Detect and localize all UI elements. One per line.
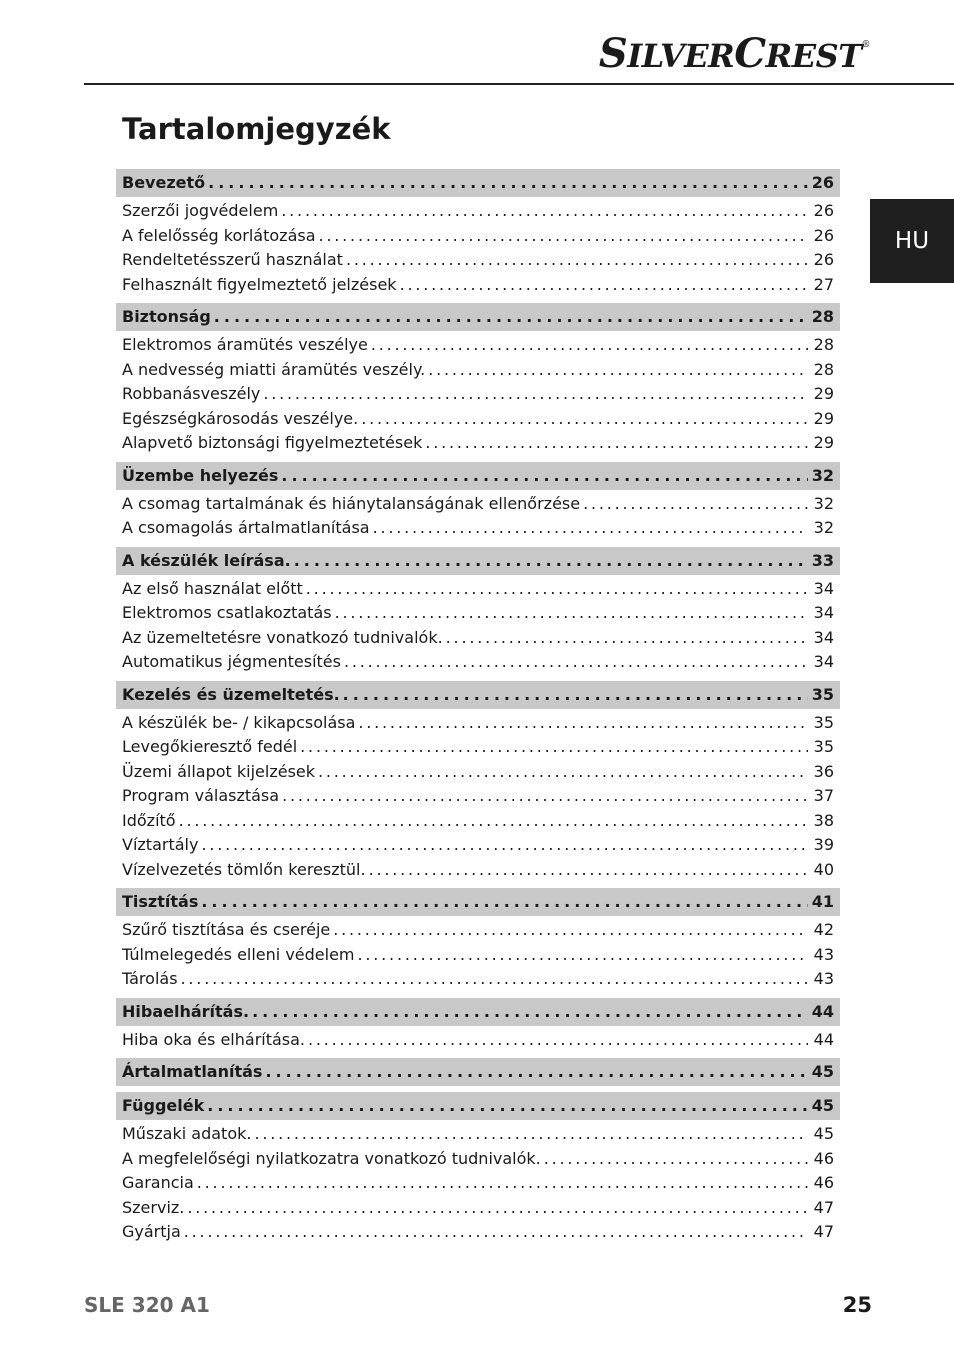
toc-section-heading-page: 28 <box>811 307 834 326</box>
toc-entry-title: Műszaki adatok. <box>122 1124 252 1143</box>
toc-entry[interactable] <box>116 858 840 883</box>
dot-leader <box>358 943 808 968</box>
toc-entry-page: 47 <box>813 1197 834 1217</box>
toc-section-heading-page: 44 <box>811 1001 834 1021</box>
toc-entry-page: 40 <box>813 859 834 879</box>
toc-entry[interactable] <box>116 333 840 358</box>
toc-entry[interactable] <box>116 784 840 809</box>
dot-leader <box>361 407 808 432</box>
toc-entry-title: Üzemi állapot kijelzések <box>122 761 316 781</box>
toc-entry-page: 42 <box>813 920 834 939</box>
dot-leader <box>319 224 808 249</box>
toc-entry-title: Garancia <box>122 1173 194 1192</box>
toc-entry[interactable] <box>116 833 840 858</box>
toc-entry-title: Levegőkieresztő fedél <box>122 737 298 756</box>
dot-leader <box>281 199 808 224</box>
toc-entry[interactable] <box>116 809 840 834</box>
dot-leader <box>181 967 808 992</box>
toc-entry[interactable] <box>116 516 840 541</box>
toc-entry-title: Túlmelegedés elleni védelem <box>122 944 355 964</box>
toc-entry-title: Vízelvezetés tömlőn keresztül. <box>122 859 366 879</box>
toc-entry-title: Gyártja <box>122 1222 181 1241</box>
dot-leader <box>425 431 808 456</box>
toc-entry-title: Felhasznált figyelmeztető jelzések <box>122 274 397 294</box>
dot-leader <box>371 333 808 358</box>
dot-leader <box>358 711 808 736</box>
toc-entry-page: 27 <box>813 274 834 294</box>
dot-leader <box>300 735 808 760</box>
toc-entry-title: A nedvesség miatti áramütés veszély. <box>122 359 426 379</box>
toc-entry-title: Hiba oka és elhárítása. <box>122 1029 306 1049</box>
toc-entry[interactable] <box>116 967 840 992</box>
dot-leader <box>343 681 808 709</box>
toc-entry-title: Az üzemeltetésre vonatkozó tudnivalók. <box>122 627 443 647</box>
brand-logo <box>599 30 870 77</box>
toc-section-heading-page: 32 <box>811 465 834 485</box>
toc-entry-page: 29 <box>813 408 834 428</box>
toc-entry-page: 29 <box>813 384 834 403</box>
dot-leader <box>335 601 808 626</box>
dot-leader <box>344 650 808 675</box>
toc-section <box>116 888 840 992</box>
dot-leader <box>306 577 808 602</box>
toc-section-heading[interactable] <box>116 888 840 916</box>
dot-leader <box>373 516 808 541</box>
toc-section-heading-title: Ártalmatlanítás <box>122 1062 263 1081</box>
toc-section <box>116 1092 840 1245</box>
toc-entry-page: 34 <box>813 578 834 598</box>
toc-entry-page: 35 <box>813 737 834 756</box>
toc-entry[interactable] <box>116 735 840 760</box>
toc-entry-title: A csomagolás ártalmatlanítása <box>122 518 370 537</box>
toc-entry[interactable] <box>116 431 840 456</box>
toc-section-heading-title: Üzembe helyezés <box>122 465 279 485</box>
dot-leader <box>265 1058 807 1086</box>
toc-section-heading-page: 26 <box>811 173 834 192</box>
toc-section-heading[interactable] <box>116 681 840 709</box>
dot-leader <box>346 248 808 273</box>
toc-entry-page: 28 <box>813 359 834 379</box>
footer-page-number: 25 <box>842 1293 872 1317</box>
toc-entry[interactable] <box>116 1122 840 1147</box>
toc-entry[interactable] <box>116 358 840 383</box>
toc-section-heading[interactable] <box>116 1092 840 1120</box>
brand-part-ilver: ILVER <box>627 37 735 75</box>
toc-entry[interactable] <box>116 492 840 517</box>
toc-entry-title: Egészségkárosodás veszélye. <box>122 408 359 428</box>
toc-entry-page: 47 <box>813 1222 834 1241</box>
toc-section-heading[interactable] <box>116 998 840 1026</box>
toc-entry-page: 34 <box>813 627 834 647</box>
dot-leader <box>281 462 807 490</box>
toc-entry-page: 39 <box>813 835 834 854</box>
toc-entry[interactable] <box>116 577 840 602</box>
toc-entry-page: 46 <box>813 1148 834 1168</box>
toc-section-heading[interactable] <box>116 1058 840 1086</box>
toc-section <box>116 1058 840 1086</box>
toc-entry-title: A megfelelőségi nyilatkozatra vonatkozó tudnivalók. <box>122 1148 541 1168</box>
toc-section <box>116 303 840 456</box>
toc-section-heading[interactable] <box>116 547 840 575</box>
dot-leader <box>369 858 808 883</box>
toc-entry-page: 26 <box>813 201 834 220</box>
toc-entry-title: Rendeltetésszerű használat <box>122 250 343 269</box>
toc-section-heading-title: A készülék leírása. <box>122 550 291 570</box>
toc-entry-page: 46 <box>813 1173 834 1192</box>
toc-entry-page: 37 <box>813 786 834 805</box>
page-title: Tartalomjegyzék <box>122 112 391 146</box>
dot-leader <box>214 303 808 331</box>
toc-section <box>116 169 840 297</box>
dot-leader <box>446 626 808 651</box>
toc-entry[interactable] <box>116 248 840 273</box>
toc-entry[interactable] <box>116 650 840 675</box>
toc-section <box>116 547 840 675</box>
dot-leader <box>197 1171 808 1196</box>
dot-leader <box>583 492 808 517</box>
dot-leader <box>179 809 808 834</box>
toc-entry-title: A készülék be- / kikapcsolása <box>122 712 356 732</box>
toc-section-heading-title: Biztonság <box>122 307 211 326</box>
toc-entry-page: 43 <box>813 944 834 964</box>
toc-entry-page: 44 <box>813 1029 834 1049</box>
toc-entry[interactable] <box>116 1028 840 1053</box>
dot-leader <box>263 382 808 407</box>
toc-section-heading-page: 35 <box>811 684 834 704</box>
dot-leader <box>294 547 808 575</box>
toc-entry-title: Elektromos csatlakoztatás <box>122 603 332 622</box>
toc-section-heading-page: 45 <box>811 1062 834 1081</box>
toc-section <box>116 998 840 1053</box>
dot-leader <box>318 760 808 785</box>
toc-section-heading[interactable] <box>116 169 840 197</box>
toc-entry-title: A felelősség korlátozása <box>122 225 316 245</box>
toc-entry[interactable] <box>116 943 840 968</box>
brand-part-rest: REST <box>765 37 862 75</box>
dot-leader <box>254 1122 808 1147</box>
toc-entry-page: 32 <box>813 518 834 537</box>
toc-section <box>116 681 840 883</box>
toc-entry-title: Tárolás <box>122 969 178 988</box>
dot-leader <box>544 1147 808 1172</box>
toc-entry[interactable] <box>116 1220 840 1245</box>
toc-section-heading[interactable] <box>116 462 840 490</box>
toc-entry-title: Program választása <box>122 786 280 805</box>
toc-entry[interactable] <box>116 224 840 249</box>
toc-entry-title: Időzítő <box>122 810 176 830</box>
toc-entry[interactable] <box>116 918 840 943</box>
toc-entry[interactable] <box>116 382 840 407</box>
toc-entry[interactable] <box>116 407 840 432</box>
toc-section-heading-title: Hibaelhárítás. <box>122 1001 250 1021</box>
dot-leader <box>428 358 808 383</box>
toc-entry-page: 34 <box>813 652 834 671</box>
toc-section-heading[interactable] <box>116 303 840 331</box>
toc-section-heading-title: Tisztítás <box>122 892 199 911</box>
toc-entry-page: 38 <box>813 810 834 830</box>
toc-entry-page: 35 <box>813 712 834 732</box>
dot-leader <box>308 1028 808 1053</box>
toc-entry-page: 28 <box>813 335 834 354</box>
registered-mark: ® <box>861 40 870 50</box>
dot-leader <box>252 998 808 1026</box>
toc-entry-page: 43 <box>813 969 834 988</box>
dot-leader <box>282 784 808 809</box>
toc-entry-title: Alapvető biztonsági figyelmeztetések <box>122 433 423 452</box>
table-of-contents <box>116 169 840 1245</box>
toc-entry-title: Víztartály <box>122 835 199 854</box>
toc-entry[interactable] <box>116 626 840 651</box>
dot-leader <box>184 1220 808 1245</box>
toc-entry[interactable] <box>116 1147 840 1172</box>
toc-entry-title: Szűrő tisztítása és cseréje <box>122 920 331 939</box>
brand-initial-s: S <box>598 30 628 77</box>
dot-leader <box>201 888 807 916</box>
toc-entry-page: 45 <box>813 1124 834 1143</box>
toc-entry[interactable] <box>116 760 840 785</box>
toc-entry[interactable] <box>116 199 840 224</box>
toc-section-heading-title: Függelék <box>122 1096 205 1115</box>
toc-entry-page: 29 <box>813 433 834 452</box>
toc-section-heading-title: Bevezető <box>122 173 206 192</box>
toc-entry-page: 32 <box>813 493 834 513</box>
toc-entry[interactable] <box>116 601 840 626</box>
toc-entry-page: 26 <box>813 250 834 269</box>
toc-entry-title: A csomag tartalmának és hiánytalanságának ellenőrzése <box>122 493 581 513</box>
toc-entry-title: Az első használat előtt <box>122 578 303 598</box>
language-tab: HU <box>870 199 954 283</box>
dot-leader <box>333 918 808 943</box>
toc-entry-page: 26 <box>813 225 834 245</box>
toc-entry[interactable] <box>116 1196 840 1221</box>
toc-section-heading-title: Kezelés és üzemeltetés. <box>122 684 340 704</box>
dot-leader <box>208 169 808 197</box>
toc-entry-title: Automatikus jégmentesítés <box>122 652 341 671</box>
footer-model: SLE 320 A1 <box>84 1293 210 1317</box>
toc-entry[interactable] <box>116 1171 840 1196</box>
dot-leader <box>201 833 808 858</box>
toc-section <box>116 462 840 541</box>
dot-leader <box>187 1196 808 1221</box>
toc-section-heading-page: 45 <box>811 1096 834 1115</box>
toc-entry-page: 34 <box>813 603 834 622</box>
toc-section-heading-page: 41 <box>811 892 834 911</box>
brand-initial-c: C <box>734 30 766 77</box>
toc-entry-title: Szerviz. <box>122 1197 185 1217</box>
toc-entry[interactable] <box>116 273 840 298</box>
toc-entry-title: Robbanásveszély <box>122 384 261 403</box>
toc-entry-title: Szerzői jogvédelem <box>122 201 279 220</box>
dot-leader <box>400 273 808 298</box>
header-divider <box>84 83 954 85</box>
toc-entry-title: Elektromos áramütés veszélye <box>122 335 368 354</box>
toc-section-heading-page: 33 <box>811 550 834 570</box>
dot-leader <box>207 1092 807 1120</box>
toc-entry[interactable] <box>116 711 840 736</box>
toc-entry-page: 36 <box>813 761 834 781</box>
